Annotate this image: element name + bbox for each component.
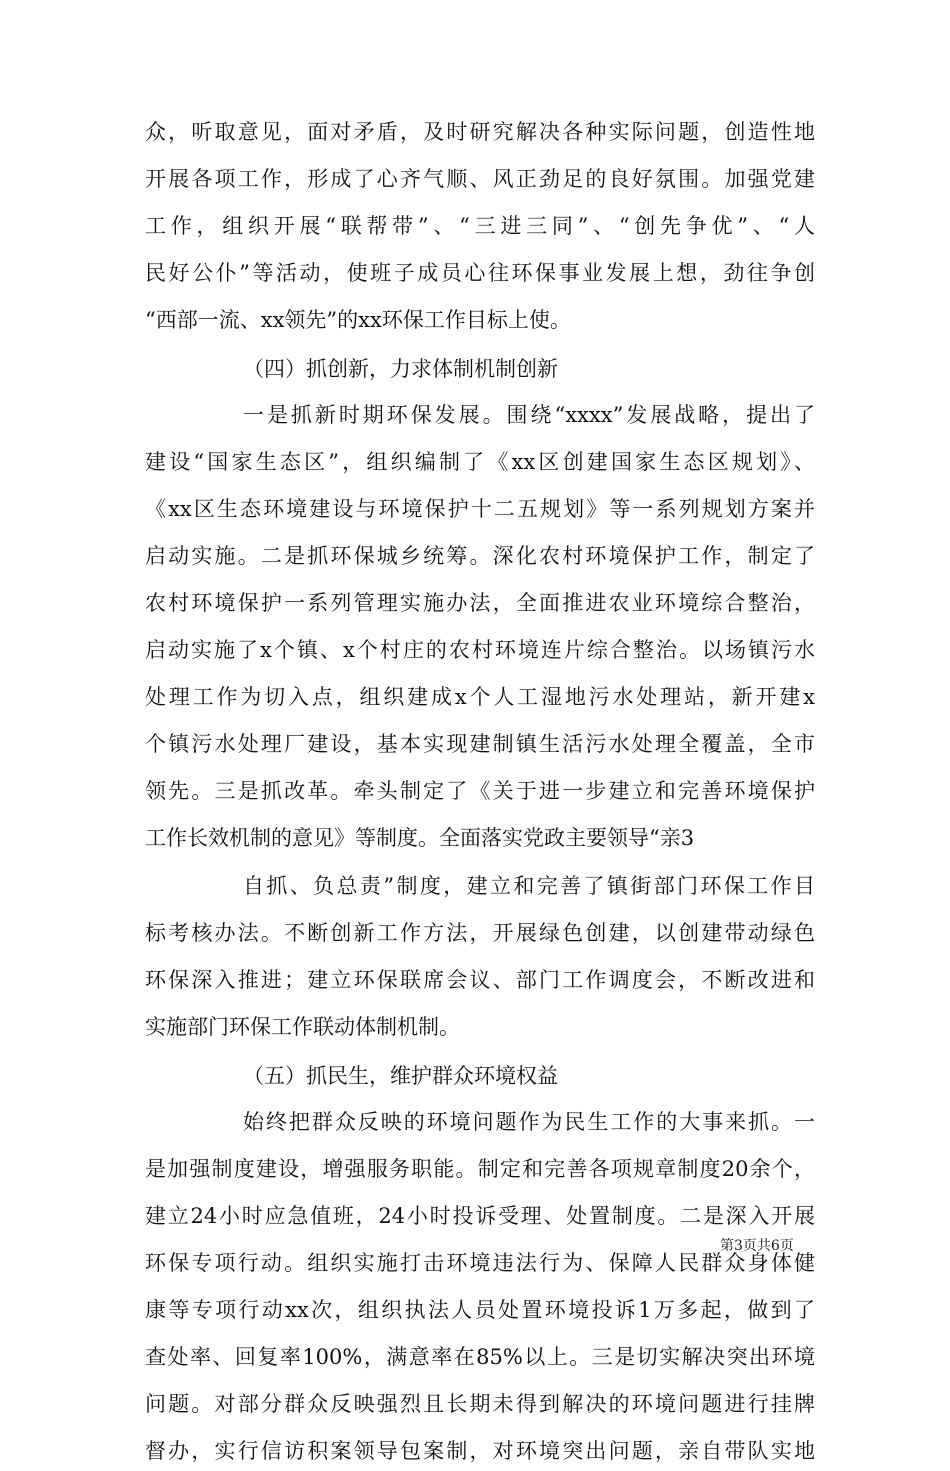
paragraph-2-line: 工作长效机制的意见》等制度。全面落实党政主要领导“亲3 — [145, 826, 695, 850]
paragraph-2-line: 领先。三是抓改革。牵头制定了《关于进一步建立和完善环境保护 — [145, 779, 815, 803]
paragraph-3-line: 标考核办法。不断创新工作方法，开展绿色创建，以创建带动绿色 — [145, 921, 815, 945]
paragraph-4-line: 始终把群众反映的环境问题作为民生工作的大事来抓。一 — [243, 1110, 815, 1134]
paragraph-3-line: 自抓、负总责”制度，建立和完善了镇街部门环保工作目 — [243, 874, 815, 898]
paragraph-4-line: 问题。对部分群众反映强烈且长期未得到解决的环境问题进行挂牌 — [145, 1392, 815, 1416]
paragraph-4-line: 建立24小时应急值班，24小时投诉受理、处置制度。二是深入开展 — [145, 1204, 815, 1228]
paragraph-1-line: 众，听取意见，面对矛盾，及时研究解决各种实际问题，创造性地 — [145, 120, 815, 144]
paragraph-4-line: 督办，实行信访积案领导包案制，对环境突出问题，亲自带队实地 — [145, 1439, 815, 1463]
paragraph-1-line: 工作，组织开展“联帮带”、“三进三同”、“创先争优”、“人 — [145, 214, 815, 238]
paragraph-4-line: 康等专项行动xx次，组织执法人员处置环境投诉1万多起，做到了 — [145, 1298, 815, 1322]
paragraph-2-line: 农村环境保护一系列管理实施办法，全面推进农业环境综合整治， — [145, 591, 815, 615]
paragraph-2-line: 一是抓新时期环保发展。围绕“xxxx”发展战略，提出了 — [243, 403, 815, 427]
paragraph-4-line: 环保专项行动。组织实施打击环境违法行为、保障人民群众身体健 — [145, 1251, 815, 1275]
paragraph-4-line: 查处率、回复率100%，满意率在85%以上。三是切实解决突出环境 — [145, 1345, 815, 1369]
paragraph-1-line: 民好公仆”等活动，使班子成员心往环保事业发展上想，劲往争创 — [145, 261, 815, 285]
section-heading-5: （五）抓民生，维护群众环境权益 — [243, 1064, 558, 1088]
paragraph-3-line: 实施部门环保工作联动体制机制。 — [145, 1015, 460, 1039]
paragraph-2-line: 《xx区生态环境建设与环境保护十二五规划》等一系列规划方案并 — [145, 497, 815, 521]
section-heading-4: （四）抓创新，力求体制机制创新 — [243, 357, 558, 381]
paragraph-1-line: “西部一流、xx领先”的xx环保工作目标上使。 — [145, 308, 571, 332]
paragraph-1-line: 开展各项工作，形成了心齐气顺、风正劲足的良好氛围。加强党建 — [145, 167, 815, 191]
paragraph-4-line: 是加强制度建设，增强服务职能。制定和完善各项规章制度20余个， — [145, 1157, 815, 1181]
paragraph-3-line: 环保深入推进；建立环保联席会议、部门工作调度会，不断改进和 — [145, 968, 815, 992]
paragraph-2-line: 启动实施。二是抓环保城乡统筹。深化农村环境保护工作，制定了 — [145, 544, 815, 568]
page-number-footer: 第3页共6页 — [720, 1238, 794, 1254]
paragraph-2-line: 启动实施了x个镇、x个村庄的农村环境连片综合整治。以场镇污水 — [145, 638, 815, 662]
paragraph-2-line: 建设“国家生态区”，组织编制了《xx区创建国家生态区规划》、 — [145, 450, 815, 474]
paragraph-2-line: 处理工作为切入点，组织建成x个人工湿地污水处理站，新开建x — [145, 685, 815, 709]
paragraph-2-line: 个镇污水处理厂建设，基本实现建制镇生活污水处理全覆盖，全市 — [145, 732, 815, 756]
